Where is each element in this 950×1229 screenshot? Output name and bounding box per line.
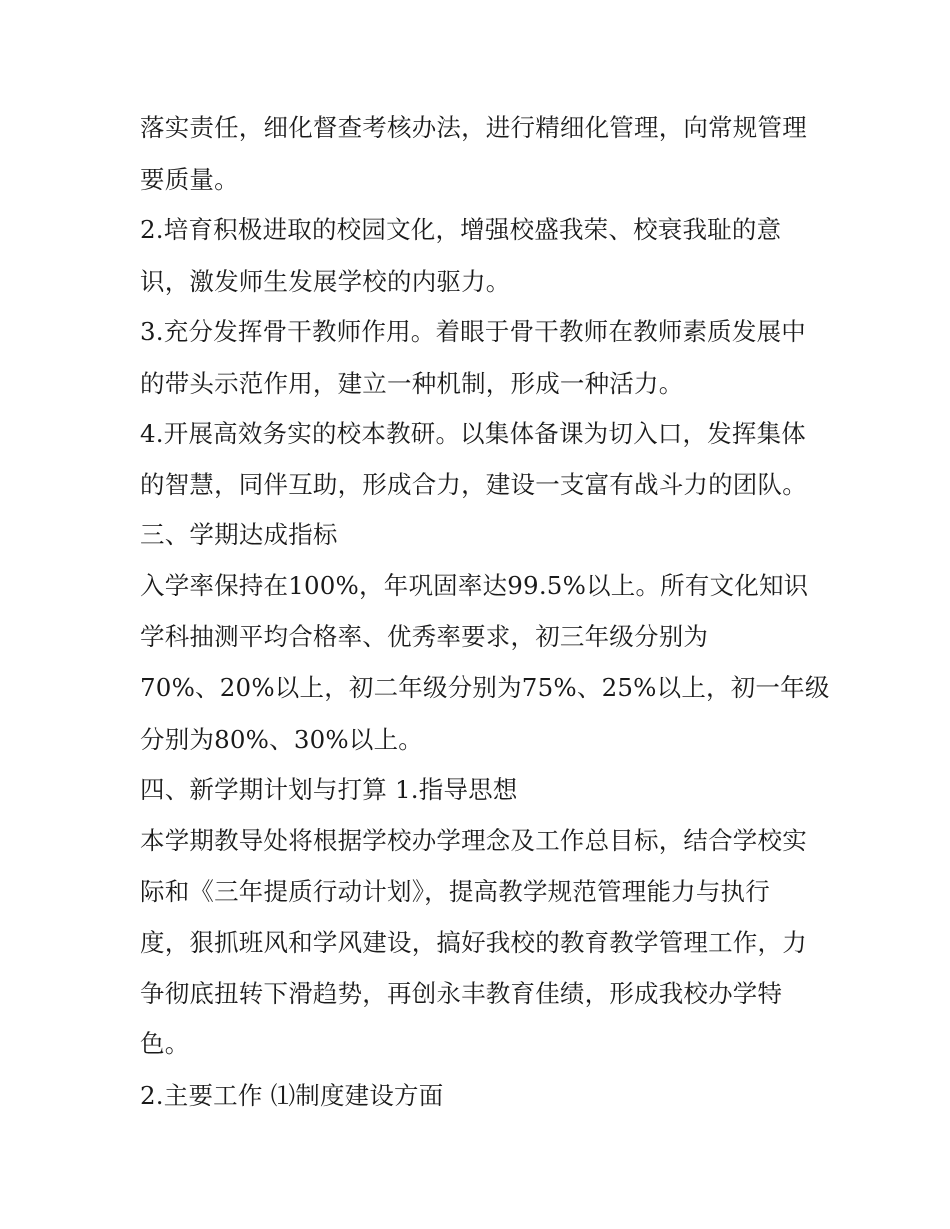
- text-line: 本学期教导处将根据学校办学理念及工作总目标，结合学校实: [140, 826, 807, 855]
- text-line: 入学率保持在100%，年巩固率达99.5%以上。所有文化知识: [140, 571, 809, 600]
- text-line: 度，狠抓班风和学风建设，搞好我校的教育教学管理工作，力: [140, 928, 807, 957]
- text-line: 70%、20%以上，初二年级分别为75%、25%以上，初一年级: [140, 673, 830, 702]
- text-line: 色。: [140, 1029, 190, 1058]
- text-line: 要质量。: [140, 165, 239, 194]
- text-line: 落实责任，细化督查考核办法，进行精细化管理，向常规管理: [140, 113, 807, 142]
- text-line: 争彻底扭转下滑趋势，再创永丰教育佳绩，形成我校办学特: [140, 979, 783, 1008]
- text-line: 的带头示范作用，建立一种机制，形成一种活力。: [140, 369, 684, 398]
- text-line: 2.主要工作 ⑴制度建设方面: [140, 1081, 444, 1110]
- text-line: 学科抽测平均合格率、优秀率要求，初三年级分别为: [140, 622, 709, 651]
- section-heading: 四、新学期计划与打算 1.指导思想: [140, 775, 518, 804]
- text-line: 2.培育积极进取的校园文化，增强校盛我荣、校衰我耻的意: [140, 215, 782, 244]
- text-line: 3.充分发挥骨干教师作用。着眼于骨干教师在教师素质发展中: [140, 317, 806, 346]
- text-line: 4.开展高效务实的校本教研。以集体备课为切入口，发挥集体: [140, 419, 806, 448]
- text-line: 的智慧，同伴互助，形成合力，建设一支富有战斗力的团队。: [140, 470, 807, 499]
- text-line: 际和《三年提质行动计划》，提高教学规范管理能力与执行: [140, 877, 770, 906]
- section-heading: 三、学期达成指标: [140, 520, 338, 549]
- text-line: 分别为80%、30%以上。: [140, 725, 424, 754]
- text-line: 识，激发师生发展学校的内驱力。: [140, 267, 511, 296]
